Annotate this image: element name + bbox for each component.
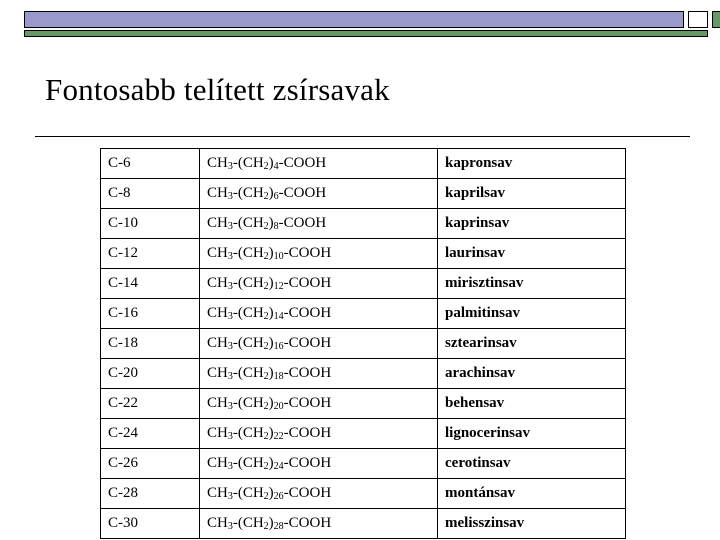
formula-part: -(CH bbox=[232, 215, 264, 231]
carbon-count-cell: C-6 bbox=[101, 149, 200, 179]
acid-name-cell: cerotinsav bbox=[438, 449, 626, 479]
acid-name-cell: kaprinsav bbox=[438, 209, 626, 239]
formula-subscript: 16 bbox=[273, 341, 284, 352]
formula-part: -(CH bbox=[232, 395, 264, 411]
acid-name-cell: kaprilsav bbox=[438, 179, 626, 209]
formula-subscript: 26 bbox=[273, 491, 284, 502]
formula-part: ) bbox=[268, 425, 274, 441]
formula-part: -COOH bbox=[283, 485, 332, 501]
formula-part: -(CH bbox=[232, 185, 264, 201]
formula-subscript: 2 bbox=[263, 281, 269, 292]
table-row bbox=[101, 299, 626, 329]
table-row bbox=[101, 419, 626, 449]
formula-subscript: 3 bbox=[227, 491, 233, 502]
acid-name-cell: lignocerinsav bbox=[438, 419, 626, 449]
formula-part: CH bbox=[207, 455, 228, 471]
formula-part: -COOH bbox=[283, 245, 332, 261]
table-row bbox=[101, 359, 626, 389]
formula-part: ) bbox=[268, 245, 274, 261]
fatty-acid-table bbox=[100, 148, 626, 539]
formula-part: -COOH bbox=[283, 275, 332, 291]
formula-cell bbox=[200, 269, 438, 299]
formula-part: CH bbox=[207, 215, 228, 231]
carbon-count-cell: C-22 bbox=[101, 389, 200, 419]
formula-cell bbox=[200, 329, 438, 359]
carbon-count-cell: C-16 bbox=[101, 299, 200, 329]
acid-name-cell: melisszinsav bbox=[438, 509, 626, 539]
formula-subscript: 3 bbox=[227, 401, 233, 412]
formula-part: -COOH bbox=[278, 155, 327, 171]
formula-subscript: 2 bbox=[263, 491, 269, 502]
formula-subscript: 2 bbox=[263, 371, 269, 382]
formula-cell bbox=[200, 479, 438, 509]
carbon-count-cell: C-12 bbox=[101, 239, 200, 269]
acid-name-cell: laurinsav bbox=[438, 239, 626, 269]
table-row bbox=[101, 239, 626, 269]
formula-subscript: 14 bbox=[273, 311, 284, 322]
slide-title: Fontosabb telített zsírsavak bbox=[45, 72, 390, 107]
formula-part: -(CH bbox=[232, 155, 264, 171]
acid-name-cell: palmitinsav bbox=[438, 299, 626, 329]
formula-part: -COOH bbox=[283, 395, 332, 411]
acid-name-cell: arachinsav bbox=[438, 359, 626, 389]
formula-subscript: 3 bbox=[227, 431, 233, 442]
formula-part: ) bbox=[268, 305, 274, 321]
formula-part: -(CH bbox=[232, 305, 264, 321]
formula-subscript: 2 bbox=[263, 431, 269, 442]
formula-subscript: 2 bbox=[263, 521, 269, 532]
carbon-count-cell: C-20 bbox=[101, 359, 200, 389]
formula-subscript: 2 bbox=[263, 161, 269, 172]
formula-cell bbox=[200, 389, 438, 419]
header-blue-band bbox=[24, 11, 684, 28]
formula-subscript: 3 bbox=[227, 461, 233, 472]
header-green-square bbox=[712, 11, 720, 28]
acid-name-cell: kapronsav bbox=[438, 149, 626, 179]
formula-part: -COOH bbox=[283, 425, 332, 441]
formula-subscript: 2 bbox=[263, 251, 269, 262]
formula-part: -COOH bbox=[283, 305, 332, 321]
formula-cell bbox=[200, 419, 438, 449]
formula-part: -COOH bbox=[278, 185, 327, 201]
formula-subscript: 8 bbox=[273, 221, 279, 232]
formula-part: CH bbox=[207, 395, 228, 411]
formula-subscript: 3 bbox=[227, 371, 233, 382]
formula-part: -(CH bbox=[232, 245, 264, 261]
formula-cell bbox=[200, 179, 438, 209]
table-row bbox=[101, 449, 626, 479]
acid-name-cell: montánsav bbox=[438, 479, 626, 509]
formula-subscript: 6 bbox=[273, 191, 279, 202]
header-white-square bbox=[688, 11, 708, 28]
formula-subscript: 20 bbox=[273, 401, 284, 412]
formula-part: -(CH bbox=[232, 515, 264, 531]
formula-subscript: 3 bbox=[227, 161, 233, 172]
formula-subscript: 2 bbox=[263, 401, 269, 412]
formula-part: -(CH bbox=[232, 485, 264, 501]
formula-part: CH bbox=[207, 245, 228, 261]
header-green-band bbox=[24, 30, 708, 37]
carbon-count-cell: C-14 bbox=[101, 269, 200, 299]
formula-part: -(CH bbox=[232, 275, 264, 291]
carbon-count-cell: C-26 bbox=[101, 449, 200, 479]
table-row bbox=[101, 209, 626, 239]
carbon-count-cell: C-28 bbox=[101, 479, 200, 509]
formula-subscript: 3 bbox=[227, 281, 233, 292]
table-row bbox=[101, 149, 626, 179]
formula-subscript: 2 bbox=[263, 221, 269, 232]
formula-subscript: 3 bbox=[227, 221, 233, 232]
acid-name-cell: mirisztinsav bbox=[438, 269, 626, 299]
table-row bbox=[101, 509, 626, 539]
formula-subscript: 2 bbox=[263, 191, 269, 202]
formula-part: -(CH bbox=[232, 455, 264, 471]
table-row bbox=[101, 269, 626, 299]
formula-cell bbox=[200, 239, 438, 269]
formula-part: -COOH bbox=[278, 215, 327, 231]
header-decoration-bar bbox=[24, 11, 708, 37]
carbon-count-cell: C-24 bbox=[101, 419, 200, 449]
formula-part: CH bbox=[207, 275, 228, 291]
formula-part: CH bbox=[207, 485, 228, 501]
formula-part: ) bbox=[268, 185, 274, 201]
table-row bbox=[101, 479, 626, 509]
table-row bbox=[101, 389, 626, 419]
formula-part: -COOH bbox=[283, 365, 332, 381]
formula-part: -(CH bbox=[232, 335, 264, 351]
formula-part: -COOH bbox=[283, 335, 332, 351]
formula-subscript: 2 bbox=[263, 311, 269, 322]
formula-part: ) bbox=[268, 455, 274, 471]
formula-subscript: 3 bbox=[227, 251, 233, 262]
formula-part: CH bbox=[207, 185, 228, 201]
formula-cell bbox=[200, 449, 438, 479]
carbon-count-cell: C-18 bbox=[101, 329, 200, 359]
formula-part: -COOH bbox=[283, 515, 332, 531]
formula-subscript: 4 bbox=[273, 161, 279, 172]
carbon-count-cell: C-30 bbox=[101, 509, 200, 539]
table-row bbox=[101, 329, 626, 359]
formula-subscript: 3 bbox=[227, 311, 233, 322]
formula-part: ) bbox=[268, 155, 274, 171]
acid-name-cell: sztearinsav bbox=[438, 329, 626, 359]
formula-subscript: 3 bbox=[227, 191, 233, 202]
formula-part: CH bbox=[207, 155, 228, 171]
formula-part: ) bbox=[268, 335, 274, 351]
formula-part: ) bbox=[268, 515, 274, 531]
formula-part: ) bbox=[268, 395, 274, 411]
formula-part: CH bbox=[207, 425, 228, 441]
carbon-count-cell: C-10 bbox=[101, 209, 200, 239]
formula-part: ) bbox=[268, 485, 274, 501]
formula-cell bbox=[200, 509, 438, 539]
acid-name-cell: behensav bbox=[438, 389, 626, 419]
table-row bbox=[101, 179, 626, 209]
formula-subscript: 12 bbox=[273, 281, 284, 292]
formula-cell bbox=[200, 209, 438, 239]
title-underline bbox=[35, 136, 690, 137]
formula-cell bbox=[200, 299, 438, 329]
formula-part: -(CH bbox=[232, 425, 264, 441]
formula-cell bbox=[200, 359, 438, 389]
formula-subscript: 22 bbox=[273, 431, 284, 442]
formula-subscript: 24 bbox=[273, 461, 284, 472]
carbon-count-cell: C-8 bbox=[101, 179, 200, 209]
formula-part: ) bbox=[268, 365, 274, 381]
formula-part: ) bbox=[268, 275, 274, 291]
formula-part: -(CH bbox=[232, 365, 264, 381]
formula-subscript: 10 bbox=[273, 251, 284, 262]
formula-part: CH bbox=[207, 305, 228, 321]
formula-part: CH bbox=[207, 515, 228, 531]
formula-subscript: 2 bbox=[263, 341, 269, 352]
formula-cell bbox=[200, 149, 438, 179]
formula-subscript: 28 bbox=[273, 521, 284, 532]
formula-part: -COOH bbox=[283, 455, 332, 471]
formula-subscript: 2 bbox=[263, 461, 269, 472]
formula-subscript: 3 bbox=[227, 341, 233, 352]
formula-part: CH bbox=[207, 335, 228, 351]
formula-part: ) bbox=[268, 215, 274, 231]
fatty-acid-table-body bbox=[101, 149, 626, 539]
formula-subscript: 3 bbox=[227, 521, 233, 532]
formula-subscript: 18 bbox=[273, 371, 284, 382]
formula-part: CH bbox=[207, 365, 228, 381]
